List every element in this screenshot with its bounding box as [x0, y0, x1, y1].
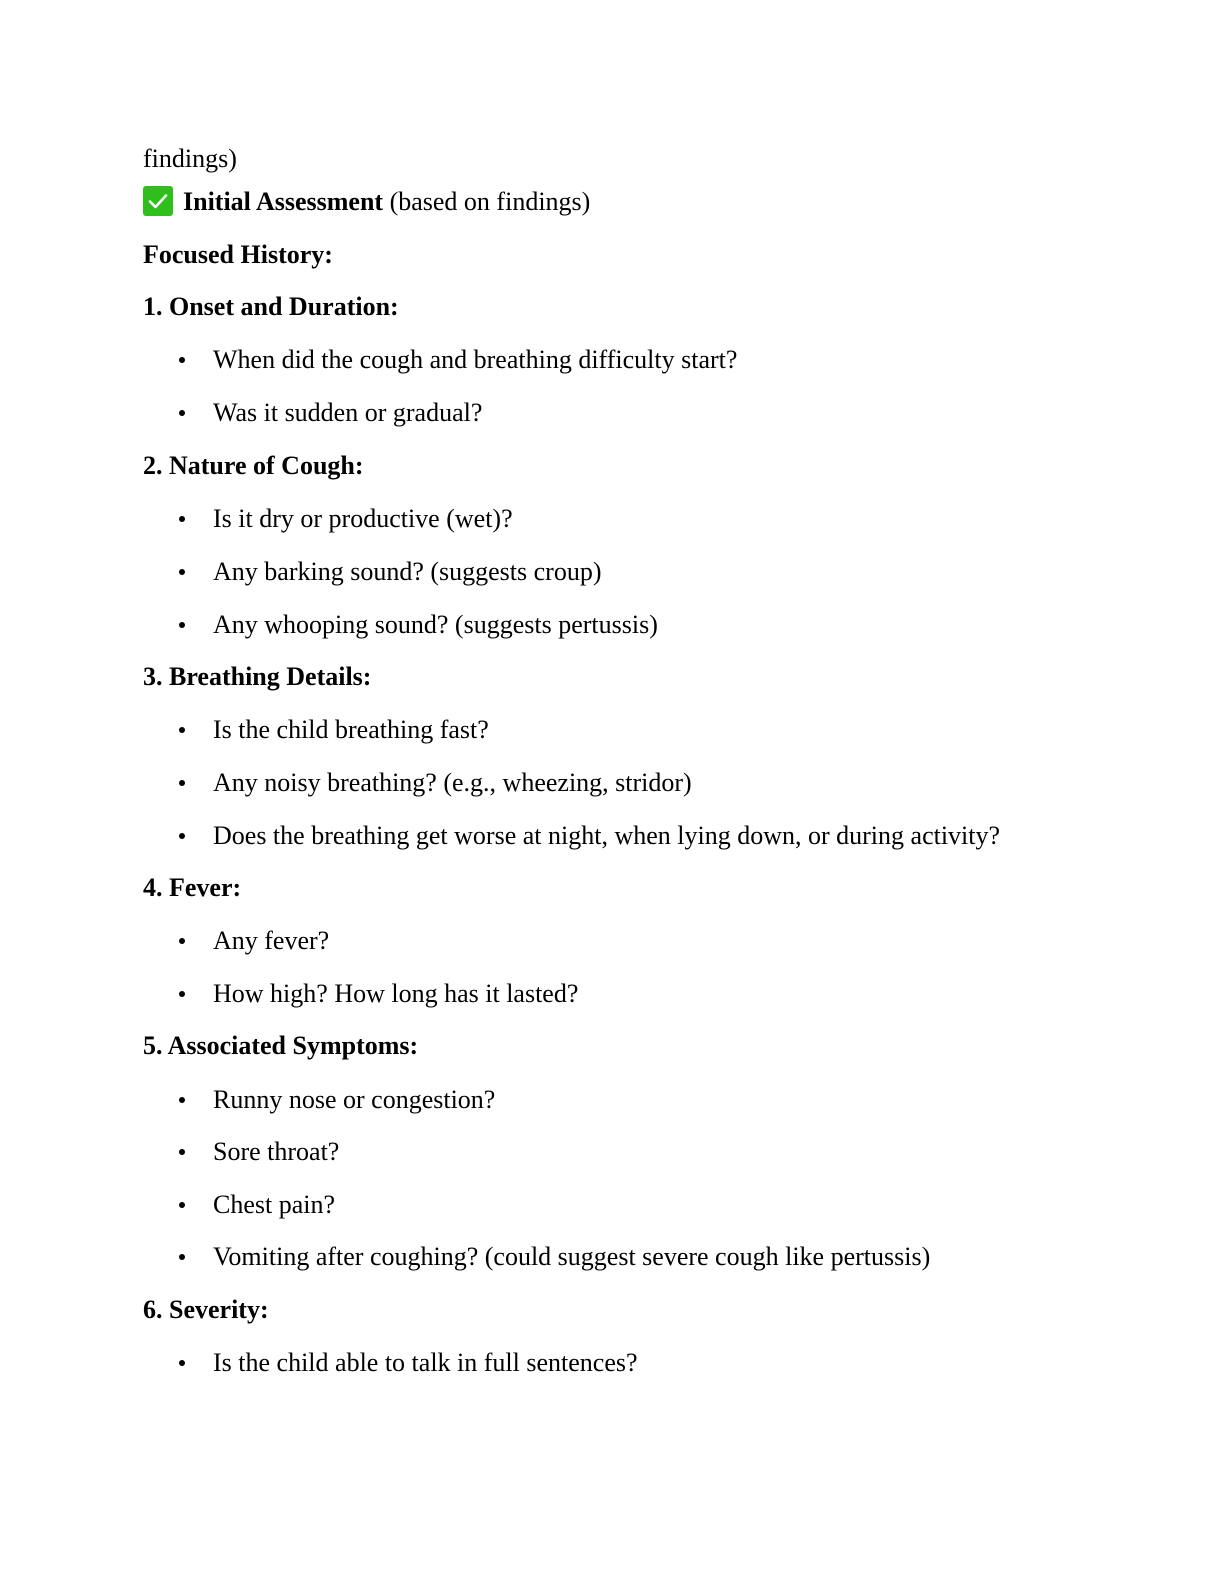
bullet-icon [179, 1149, 185, 1155]
continuation-text: findings) [143, 144, 237, 173]
section-title-associated: 5. Associated Symptoms: [143, 1031, 419, 1060]
bullet-icon [179, 1360, 185, 1366]
bullet-icon [179, 1202, 185, 1208]
section-title-cough: 2. Nature of Cough: [143, 451, 364, 480]
list-item: Is the child able to talk in full sentences? [179, 1348, 638, 1378]
bullet-icon [179, 1254, 185, 1260]
list-item: Does the breathing get worse at night, when lying down, or during activity? [179, 821, 1000, 851]
bullet-icon [179, 780, 185, 786]
list-item: How high? How long has it lasted? [179, 979, 578, 1009]
list-item: When did the cough and breathing difficulty start? [179, 345, 737, 375]
initial-assessment-label: Initial Assessment [183, 187, 384, 216]
bullet-icon [179, 833, 185, 839]
bullet-icon [179, 938, 185, 944]
bullet-icon [179, 1097, 185, 1103]
list-item: Is the child breathing fast? [179, 715, 489, 745]
list-item: Vomiting after coughing? (could suggest severe cough like pertussis) [179, 1242, 930, 1272]
bullet-icon [179, 357, 185, 363]
list-item: Any whooping sound? (suggests pertussis) [179, 610, 658, 640]
list-item: Sore throat? [179, 1137, 339, 1167]
bullet-icon [179, 727, 185, 733]
list-item: Any barking sound? (suggests croup) [179, 557, 602, 587]
list-item: Was it sudden or gradual? [179, 398, 482, 428]
check-mark-icon [143, 186, 173, 216]
focused-history-heading: Focused History: [143, 240, 333, 269]
bullet-icon [179, 569, 185, 575]
section-title-fever: 4. Fever: [143, 873, 242, 902]
section-title-severity: 6. Severity: [143, 1295, 269, 1324]
bullet-icon [179, 516, 185, 522]
list-item: Any fever? [179, 926, 329, 956]
initial-assessment-note: (based on findings) [389, 187, 591, 216]
initial-assessment-line [143, 186, 590, 217]
list-item: Any noisy breathing? (e.g., wheezing, stridor) [179, 768, 692, 798]
list-item: Is it dry or productive (wet)? [179, 504, 513, 534]
list-item: Chest pain? [179, 1190, 335, 1220]
section-title-breathing: 3. Breathing Details: [143, 662, 372, 691]
list-item: Runny nose or congestion? [179, 1085, 495, 1115]
bullet-icon [179, 622, 185, 628]
bullet-icon [179, 410, 185, 416]
bullet-icon [179, 991, 185, 997]
section-title-onset: 1. Onset and Duration: [143, 292, 399, 321]
